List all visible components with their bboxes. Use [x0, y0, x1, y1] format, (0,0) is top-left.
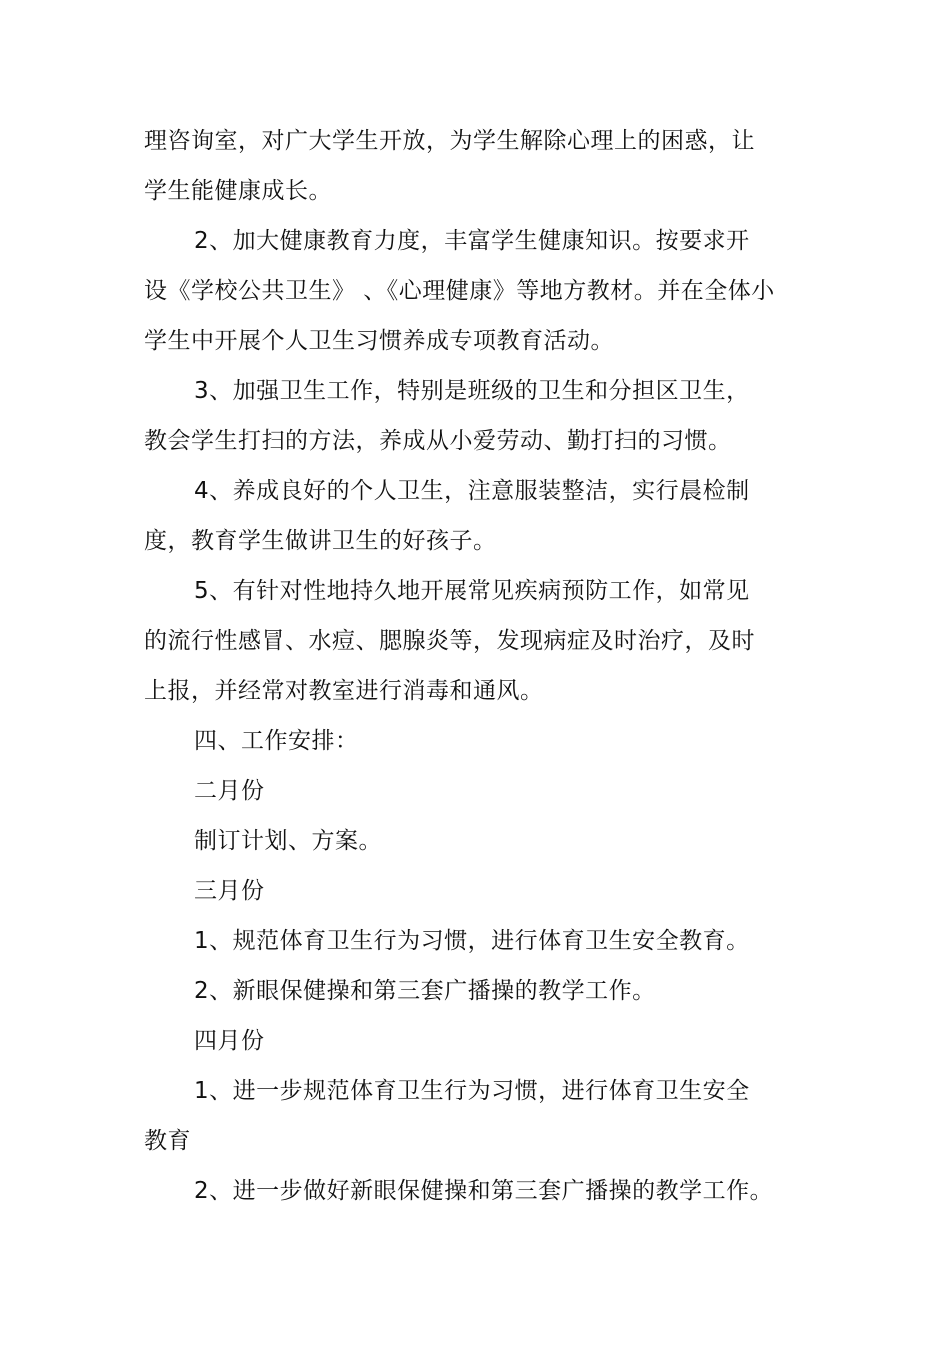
text-line: 的流行性感冒、水痘、腮腺炎等，发现病症及时治疗，及时	[144, 628, 755, 654]
text-line: 3、加强卫生工作，特别是班级的卫生和分担区卫生，	[194, 378, 750, 404]
section-heading: 四、工作安排：	[194, 728, 359, 754]
text-line: 1、规范体育卫生行为习惯，进行体育卫生安全教育。	[194, 928, 750, 954]
text-line: 学生中开展个人卫生习惯养成专项教育活动。	[144, 328, 614, 354]
month-heading: 三月份	[194, 878, 265, 904]
text-line: 上报，并经常对教室进行消毒和通风。	[144, 678, 544, 704]
month-heading: 二月份	[194, 778, 265, 804]
text-line: 设《学校公共卫生》 、《心理健康》等地方教材。并在全体小	[144, 278, 775, 304]
text-line: 度，教育学生做讲卫生的好孩子。	[144, 528, 497, 554]
text-line: 学生能健康成长。	[144, 178, 332, 204]
month-heading: 四月份	[194, 1028, 265, 1054]
text-line: 2、新眼保健操和第三套广播操的教学工作。	[194, 978, 656, 1004]
text-line: 1、进一步规范体育卫生行为习惯，进行体育卫生安全	[194, 1078, 750, 1104]
text-line: 2、进一步做好新眼保健操和第三套广播操的教学工作。	[194, 1178, 774, 1204]
text-line: 教育	[144, 1128, 191, 1154]
text-line: 理咨询室，对广大学生开放，为学生解除心理上的困惑，让	[144, 128, 755, 154]
text-line: 5、有针对性地持久地开展常见疾病预防工作，如常见	[194, 578, 750, 604]
text-line: 4、养成良好的个人卫生，注意服装整洁，实行晨检制	[194, 478, 750, 504]
text-line: 2、加大健康教育力度，丰富学生健康知识。按要求开	[194, 228, 750, 254]
text-line: 制订计划、方案。	[194, 828, 382, 854]
text-line: 教会学生打扫的方法，养成从小爱劳动、勤打扫的习惯。	[144, 428, 732, 454]
